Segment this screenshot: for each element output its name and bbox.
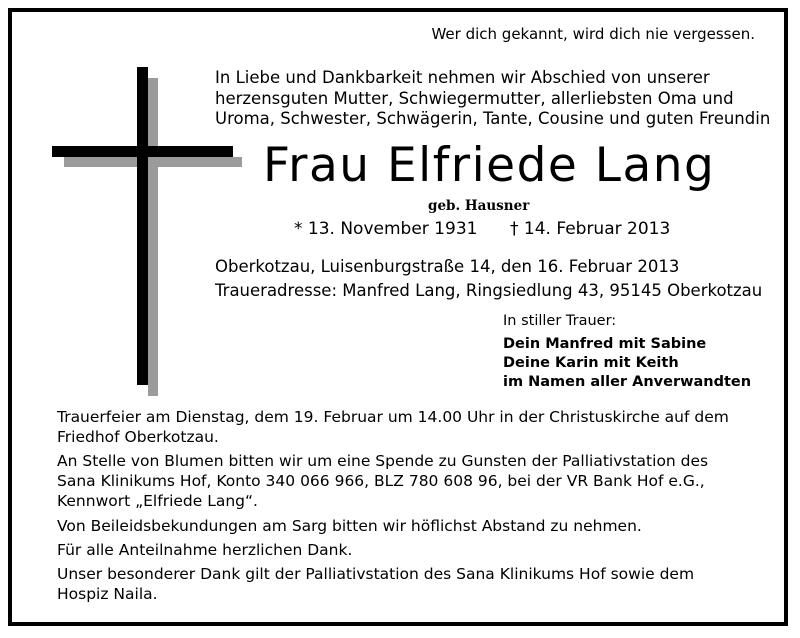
mourner: Dein Manfred mit Sabine bbox=[503, 336, 707, 352]
intro-line: In Liebe und Dankbarkeit nehmen wir Abschied von unserer bbox=[215, 68, 710, 87]
paragraph-line: Trauerfeier am Dienstag, dem 19. Februar um 14.00 Uhr in der Christuskirche auf dem bbox=[57, 408, 729, 426]
donation-info bbox=[57, 451, 708, 511]
paragraph-line: Sana Klinikums Hof, Konto 340 066 966, BLZ 780 608 96, bei der VR Bank Hof e.G., bbox=[57, 472, 705, 490]
intro-line: Uroma, Schwester, Schwägerin, Tante, Cousine und guten Freundin bbox=[215, 109, 771, 128]
intro-line: herzensguten Mutter, Schwiegermutter, allerliebsten Oma und bbox=[215, 88, 734, 108]
death-date: † 14. Februar 2013 bbox=[510, 219, 671, 239]
place-date: Oberkotzau, Luisenburgstraße 14, den 16. Februar 2013 bbox=[215, 257, 680, 276]
funeral-info bbox=[57, 407, 729, 447]
paragraph-line: Von Beileidsbekundungen am Sarg bitten wir höflichst Abstand zu nehmen. bbox=[57, 517, 642, 535]
paragraph-line: Unser besonderer Dank gilt der Palliativstation des Sana Klinikums Hof sowie dem bbox=[57, 565, 695, 583]
mourner: im Namen aller Anverwandten bbox=[503, 374, 752, 390]
thanks bbox=[57, 540, 352, 560]
birth-date: * 13. November 1931 bbox=[294, 219, 478, 239]
paragraph-line: Friedhof Oberkotzau. bbox=[57, 428, 219, 446]
condolence-info bbox=[57, 516, 642, 536]
mourning-address: Traueradresse: Manfred Lang, Ringsiedlung 43, 95145 Oberkotzau bbox=[215, 281, 763, 300]
paragraph-line: An Stelle von Blumen bitten wir um eine Spende zu Gunsten der Palliativstation des bbox=[57, 452, 709, 470]
in-mourning-label: In stiller Trauer: bbox=[503, 313, 617, 329]
maiden-name: geb. Hausner bbox=[428, 198, 530, 214]
deceased-name: Frau Elfriede Lang bbox=[263, 138, 716, 193]
paragraph-line: Für alle Anteilnahme herzlichen Dank. bbox=[57, 541, 353, 559]
mourners-list bbox=[503, 335, 751, 392]
intro-text bbox=[215, 68, 770, 130]
paragraph-line: Kennwort „Elfriede Lang“. bbox=[57, 492, 258, 510]
motto: Wer dich gekannt, wird dich nie vergessen. bbox=[431, 25, 755, 43]
paragraph-line: Hospiz Naila. bbox=[57, 585, 158, 603]
mourner: Deine Karin mit Keith bbox=[503, 355, 679, 371]
special-thanks bbox=[57, 564, 694, 604]
